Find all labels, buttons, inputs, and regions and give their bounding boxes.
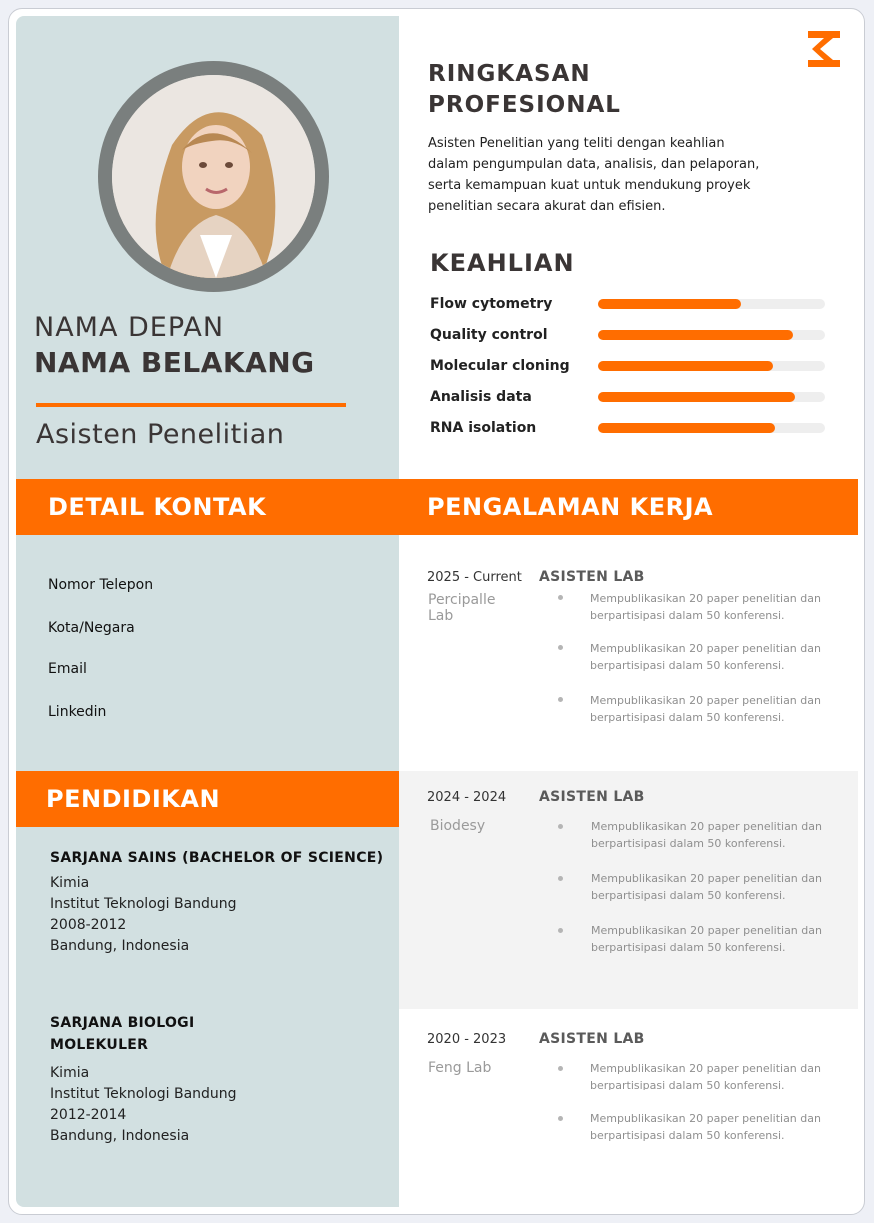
education-degree-line: MOLEKULER [50,1037,149,1053]
bullet-dot-icon [558,928,566,936]
summary-title-line1: RINGKASAN [428,61,591,87]
skill-bar-track [598,392,825,402]
bullet-dot-icon [558,645,566,653]
job-dates: 2020 - 2023 [427,1032,507,1047]
summary-text: Asisten Penelitian yang teliti dengan keahlian dalam pengumpulan data, analisis, dan pelaporan, serta kemampuan kuat untuk mendukung proyek penelitian secara akurat dan efisien. [428,136,760,214]
job-bullet: Mempublikasikan 20 paper penelitian dan berpartisipasi dalam 50 konferensi. [591,820,822,850]
contact-header: DETAIL KONTAK [16,479,399,535]
profile-photo-illustration [112,75,315,278]
job-bullet: Mempublikasikan 20 paper penelitian dan berpartisipasi dalam 50 konferensi. [590,642,821,672]
job-role: ASISTEN LAB [539,789,645,805]
summary-title [428,59,621,121]
skill-bar-fill [598,361,773,371]
skill-bar-track [598,299,825,309]
education-degree-line: SARJANA SAINS (BACHELOR OF SCIENCE) [50,850,384,866]
job-company: Biodesy [430,818,486,834]
education-years: 2008-2012 [50,917,127,933]
job-role: ASISTEN LAB [539,1031,645,1047]
skills-title: KEAHLIAN [430,249,575,277]
skill-bar-fill [598,330,793,340]
skill-bar-fill [598,392,795,402]
job-company: Percipalle Lab [428,592,496,624]
experience-entry [399,535,858,771]
skill-bar-fill [598,299,741,309]
job-company: Feng Lab [428,1060,492,1076]
education-years: 2012-2014 [50,1107,127,1123]
bullet-dot-icon [558,595,566,603]
education-details [50,873,237,957]
bullet-dot-icon [558,1066,566,1074]
experience-header: PENGALAMAN KERJA [399,479,858,535]
contact-linkedin: Linkedin [48,704,107,720]
education-location: Bandung, Indonesia [50,1128,190,1144]
bullet-dot-icon [558,1116,566,1124]
education-school: Institut Teknologi Bandung [50,896,237,912]
hourglass-logo-icon [806,29,842,69]
education-details [50,1063,237,1147]
education-field: Kimia [50,875,90,891]
job-bullet: Mempublikasikan 20 paper penelitian dan berpartisipasi dalam 50 konferensi. [590,592,821,622]
contact-phone: Nomor Telepon [48,577,154,593]
education-degree-line: SARJANA BIOLOGI [50,1015,195,1031]
job-dates: 2025 - Current [427,570,522,585]
skill-label: Quality control [430,327,548,343]
job-role: ASISTEN LAB [539,569,645,585]
skill-label: Molecular cloning [430,358,570,374]
education-degree [50,1012,194,1056]
summary-title-line2: PROFESIONAL [428,92,621,118]
job-bullet: Mempublikasikan 20 paper penelitian dan berpartisipasi dalam 50 konferensi. [590,694,821,724]
job-bullet: Mempublikasikan 20 paper penelitian dan berpartisipasi dalam 50 konferensi. [590,1062,821,1090]
skill-bar-track [598,423,825,433]
job-bullet: Mempublikasikan 20 paper penelitian dan berpartisipasi dalam 50 konferensi. [591,872,822,902]
education-location: Bandung, Indonesia [50,938,190,954]
skill-label: Analisis data [430,389,532,405]
bullet-dot-icon [558,876,566,884]
resume-page [8,8,865,1215]
job-title: Asisten Penelitian [36,419,285,450]
last-name: NAMA BELAKANG [34,346,315,379]
job-bullet: Mempublikasikan 20 paper penelitian dan berpartisipasi dalam 50 konferensi. [590,1112,821,1142]
contact-email: Email [48,661,87,677]
profile-photo [112,75,315,278]
education-school: Institut Teknologi Bandung [50,1086,237,1102]
skill-bar-fill [598,423,775,433]
skill-label: Flow cytometry [430,296,553,312]
bullet-dot-icon [558,697,566,705]
job-bullet: Mempublikasikan 20 paper penelitian dan berpartisipasi dalam 50 konferensi. [591,924,822,954]
education-field: Kimia [50,1065,90,1081]
experience-entry [399,1009,858,1207]
experience-entry [399,771,858,1009]
job-dates: 2024 - 2024 [427,790,507,805]
first-name: NAMA DEPAN [34,312,225,343]
education-header: PENDIDIKAN [16,771,399,827]
skill-label: RNA isolation [430,420,537,436]
education-degree [50,847,383,869]
bullet-dot-icon [558,824,566,832]
name-divider [36,403,346,407]
profile-photo-frame [98,61,329,292]
skill-bar-track [598,361,825,371]
contact-city: Kota/Negara [48,620,135,636]
skill-bar-track [598,330,825,340]
